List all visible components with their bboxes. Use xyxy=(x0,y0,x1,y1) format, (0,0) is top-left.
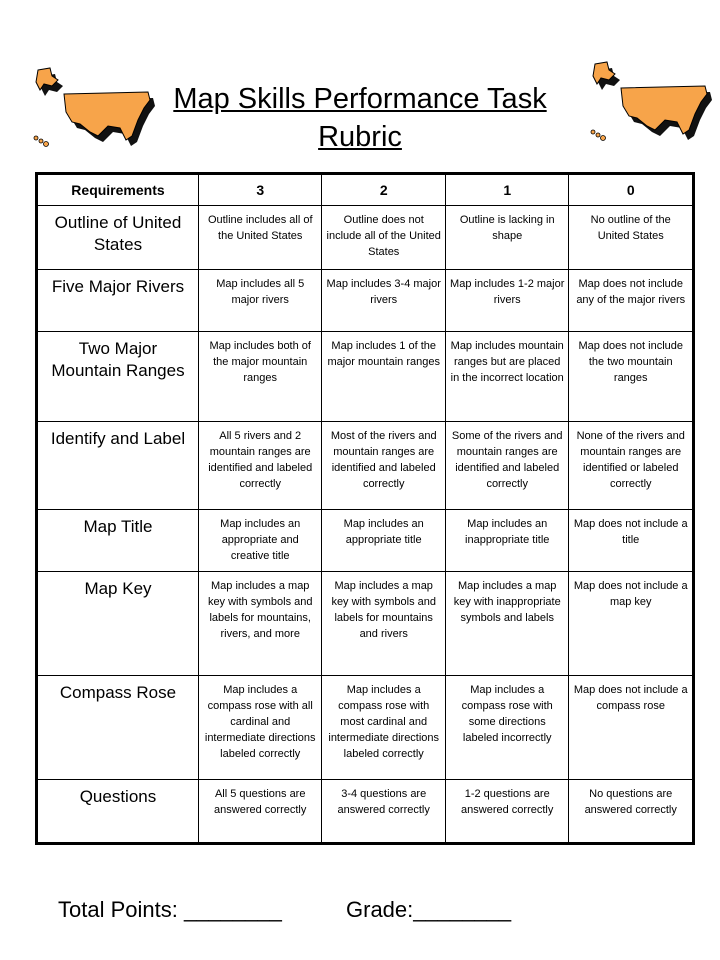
table-row xyxy=(37,676,694,780)
score-cell: No outline of the United States xyxy=(569,206,694,270)
header-score-3: 3 xyxy=(198,174,322,206)
header-requirements: Requirements xyxy=(37,174,199,206)
requirement-cell: Questions xyxy=(37,780,199,844)
requirement-cell: Compass Rose xyxy=(37,676,199,780)
score-cell: 1-2 questions are answered correctly xyxy=(445,780,569,844)
page-title xyxy=(150,80,570,156)
table-row xyxy=(37,206,694,270)
score-cell: All 5 questions are answered correctly xyxy=(198,780,322,844)
score-cell: Most of the rivers and mountain ranges are identified and labeled correctly xyxy=(322,422,446,510)
score-cell: Map does not include a compass rose xyxy=(569,676,694,780)
score-cell: Map includes a map key with inappropriate symbols and labels xyxy=(445,572,569,676)
requirement-cell: Outline of United States xyxy=(37,206,199,270)
score-cell: Map includes a compass rose with all cardinal and intermediate directions labeled correctly xyxy=(198,676,322,780)
score-cell: No questions are answered correctly xyxy=(569,780,694,844)
score-cell: Map includes mountain ranges but are placed in the incorrect location xyxy=(445,332,569,422)
score-cell: Map includes all 5 major rivers xyxy=(198,270,322,332)
score-cell: Map does not include any of the major rivers xyxy=(569,270,694,332)
score-cell: Map includes both of the major mountain ranges xyxy=(198,332,322,422)
score-cell: Some of the rivers and mountain ranges are identified and labeled correctly xyxy=(445,422,569,510)
requirement-cell: Five Major Rivers xyxy=(37,270,199,332)
header-score-1: 1 xyxy=(445,174,569,206)
requirement-cell: Identify and Label xyxy=(37,422,199,510)
score-cell: Map includes an inappropriate title xyxy=(445,510,569,572)
table-row xyxy=(37,572,694,676)
requirement-cell: Map Title xyxy=(37,510,199,572)
score-cell: Map includes an appropriate and creative title xyxy=(198,510,322,572)
score-cell: Map does not include a title xyxy=(569,510,694,572)
requirement-cell: Map Key xyxy=(37,572,199,676)
table-row xyxy=(37,780,694,844)
header-score-2: 2 xyxy=(322,174,446,206)
usa-map-fill xyxy=(36,68,150,140)
grade-field: Grade:________ xyxy=(346,897,512,922)
score-cell: Map includes a compass rose with some directions labeled incorrectly xyxy=(445,676,569,780)
score-cell: Outline is lacking in shape xyxy=(445,206,569,270)
score-cell: Map includes a compass rose with most cardinal and intermediate directions labeled correctly xyxy=(322,676,446,780)
header-row xyxy=(37,174,694,206)
score-cell: Map includes an appropriate title xyxy=(322,510,446,572)
hawaii-islands xyxy=(591,130,606,141)
score-cell: Map includes 1 of the major mountain ranges xyxy=(322,332,446,422)
table-row xyxy=(37,332,694,422)
title-line-2: Rubric xyxy=(318,121,402,153)
score-cell: Outline does not include all of the United States xyxy=(322,206,446,270)
total-points-field: Total Points: ________ xyxy=(58,897,282,922)
title-line-1: Map Skills Performance Task xyxy=(173,83,547,115)
header-score-0: 0 xyxy=(569,174,694,206)
score-cell: Map includes a map key with symbols and labels for mountains, rivers, and more xyxy=(198,572,322,676)
table-row xyxy=(37,510,694,572)
usa-map-icon xyxy=(28,64,160,160)
score-cell: Map does not include a map key xyxy=(569,572,694,676)
hawaii-islands xyxy=(34,136,49,147)
usa-map-icon xyxy=(585,58,717,154)
score-cell: Map does not include the two mountain ranges xyxy=(569,332,694,422)
score-cell: Map includes a map key with symbols and labels for mountains and rivers xyxy=(322,572,446,676)
score-cell: Map includes 3-4 major rivers xyxy=(322,270,446,332)
requirement-cell: Two Major Mountain Ranges xyxy=(37,332,199,422)
table-row xyxy=(37,270,694,332)
score-cell: None of the rivers and mountain ranges are identified or labeled correctly xyxy=(569,422,694,510)
usa-map-fill xyxy=(593,62,707,134)
table-row xyxy=(37,422,694,510)
score-cell: Map includes 1-2 major rivers xyxy=(445,270,569,332)
score-cell: Outline includes all of the United States xyxy=(198,206,322,270)
rubric-table xyxy=(35,172,695,845)
score-cell: All 5 rivers and 2 mountain ranges are identified and labeled correctly xyxy=(198,422,322,510)
score-cell: 3-4 questions are answered correctly xyxy=(322,780,446,844)
